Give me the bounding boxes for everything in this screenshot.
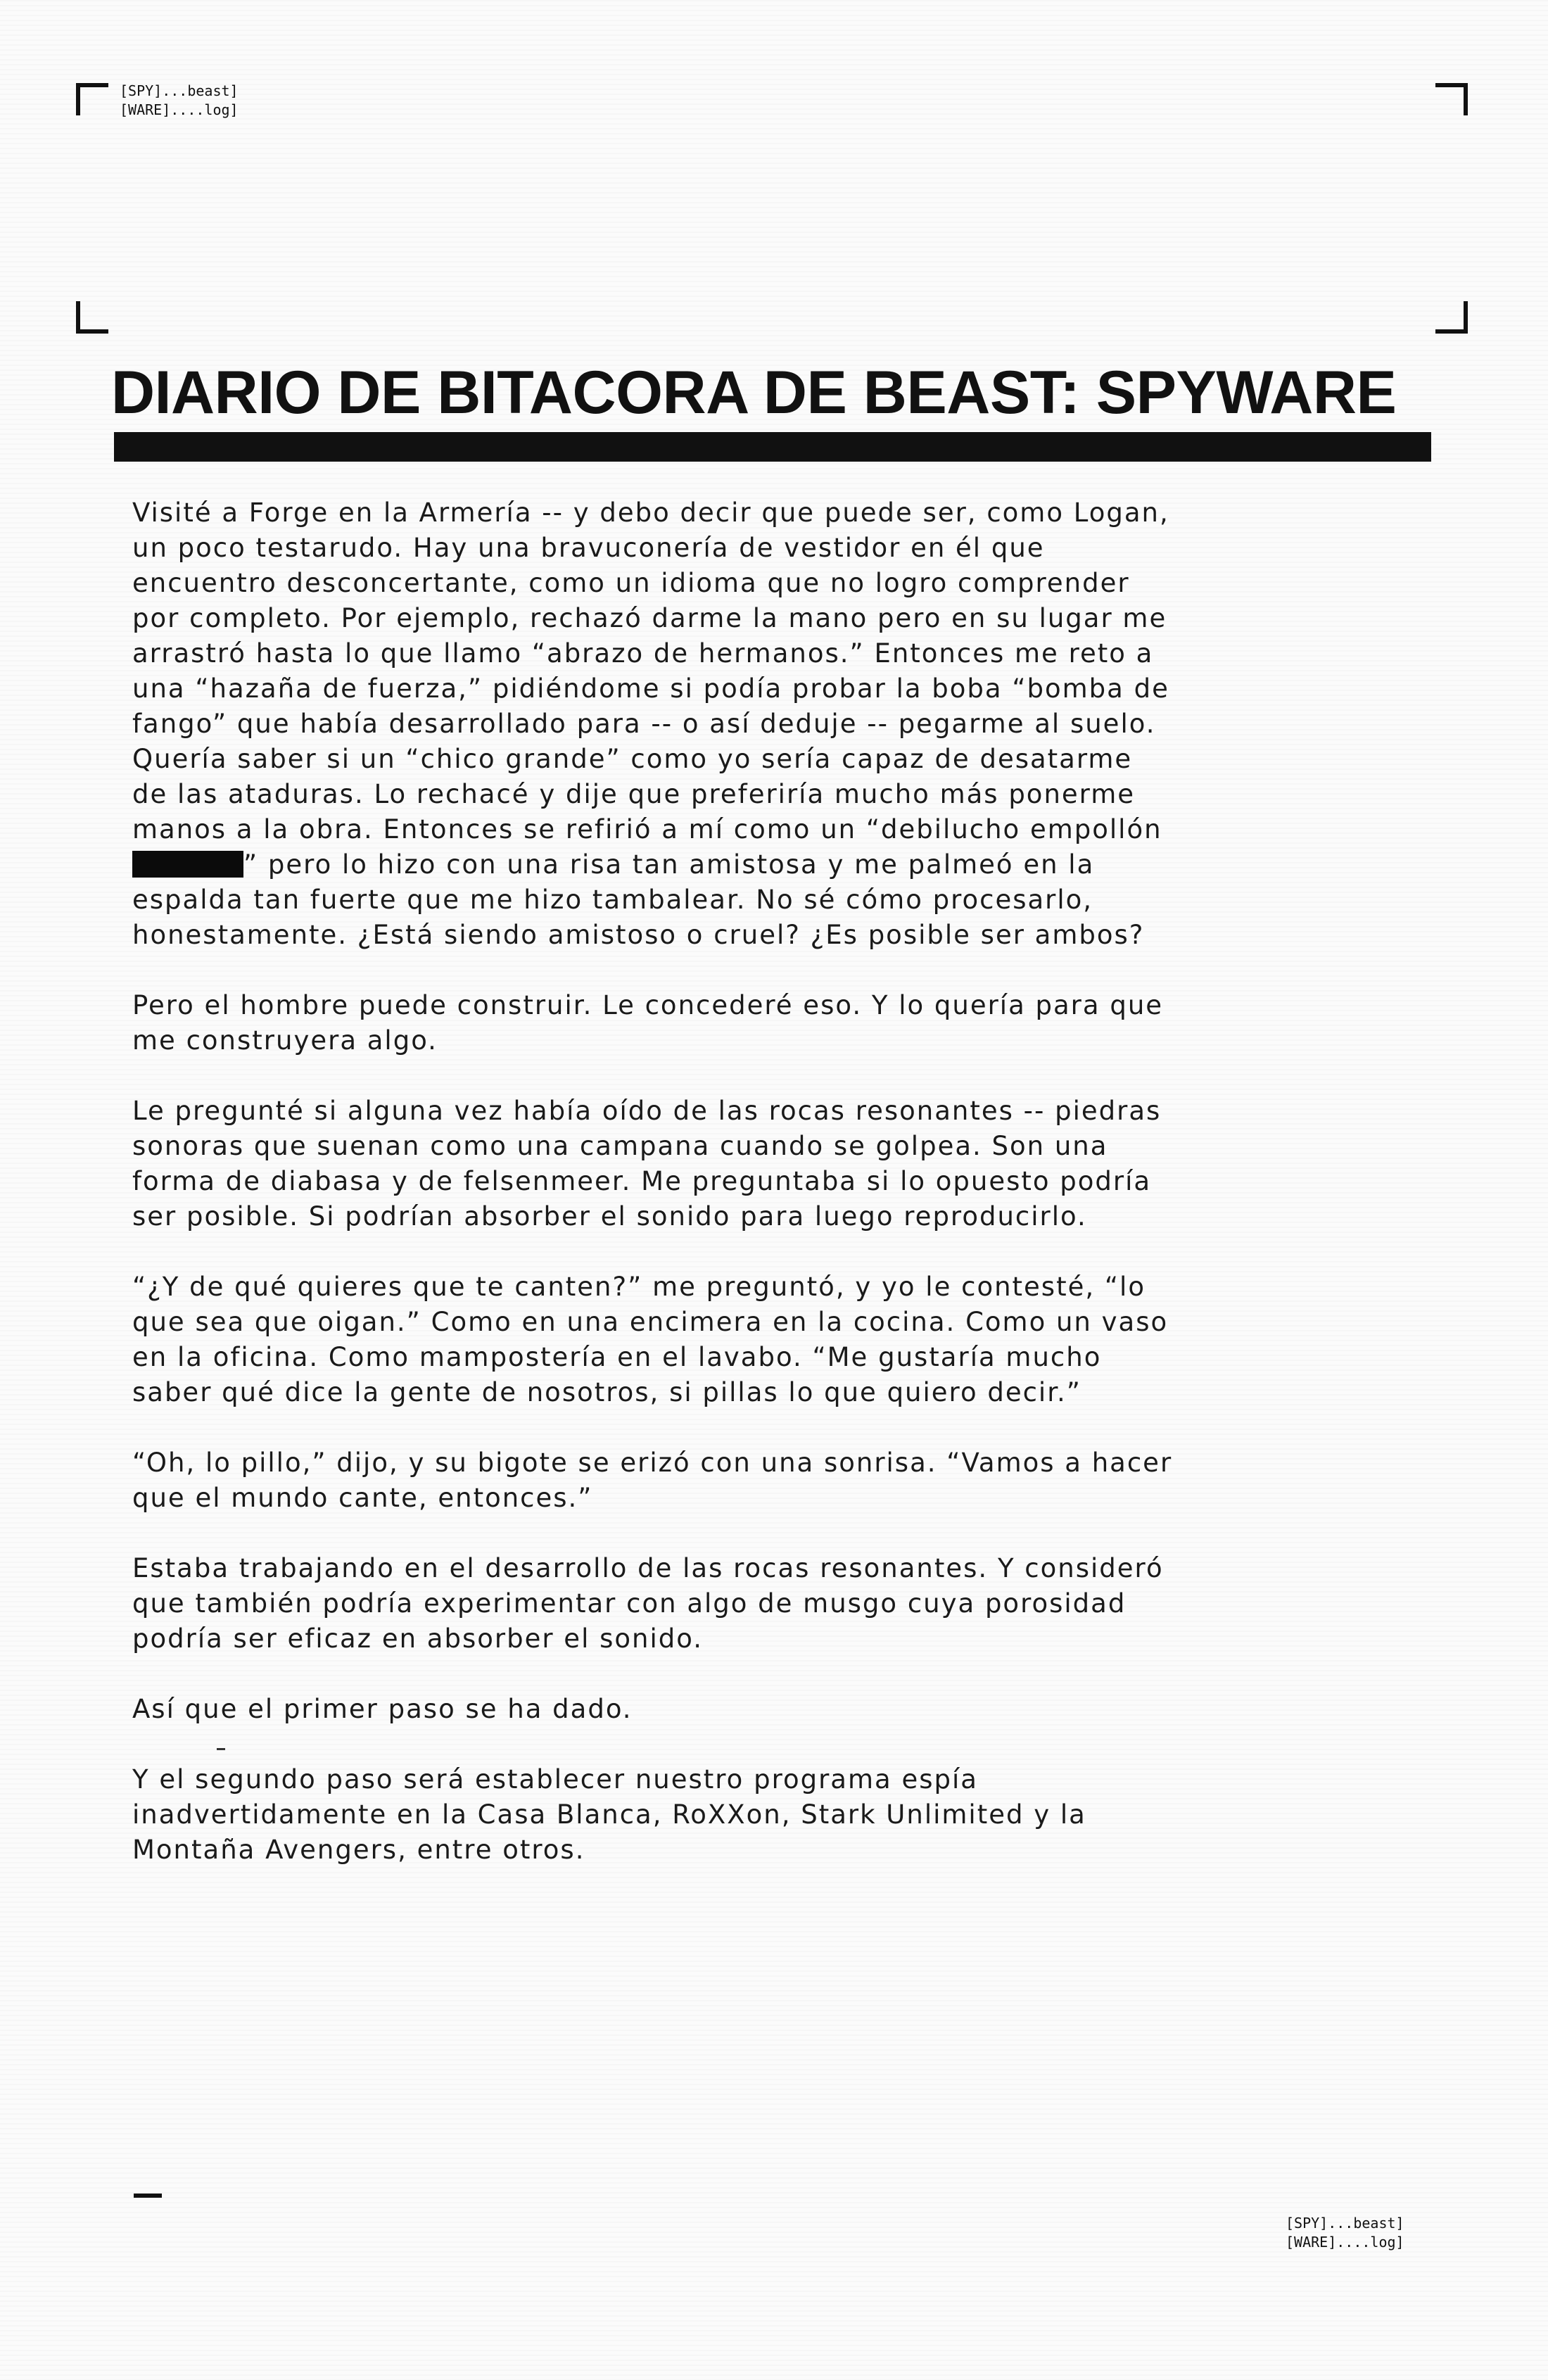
paragraph-2: Pero el hombre puede construir. Le concederé eso. Y lo quería para que me construyera algo.	[132, 990, 1164, 1056]
header-log-tag-line1: [SPY]...beast]	[120, 82, 239, 99]
redaction-block	[132, 851, 243, 878]
viewfinder-corner-top-right	[1435, 83, 1468, 115]
header-log-tag-line2: [WARE]....log]	[120, 101, 239, 118]
paragraph-7: Así que el primer paso se ha dado.	[132, 1694, 633, 1724]
footer-log-tag-line2: [WARE]....log]	[1286, 2234, 1404, 2251]
viewfinder-corner-bottom-left	[76, 301, 108, 334]
page-marker-dash	[134, 2194, 162, 2198]
footer-log-tag	[1286, 2214, 1404, 2252]
document-title: DIARIO DE BITACORA DE BEAST: SPYWARE	[111, 359, 1397, 426]
paragraph-4: “¿Y de qué quieres que te canten?” me preguntó, y yo le contesté, “lo que sea que oigan.” Como en una encimera en la cocina. Como un vaso en la oficina. Como mampostería en el lavabo. “Me gustaría mucho saber qué dice la gente de nosotros, si pillas lo que quiero decir.”	[132, 1272, 1169, 1407]
title-underline-bar	[114, 432, 1431, 462]
paragraph-5: “Oh, lo pillo,” dijo, y su bigote se erizó con una sonrisa. “Vamos a hacer que el mundo cante, entonces.”	[132, 1448, 1173, 1513]
paragraph-1-continued: ” pero lo hizo con una risa tan amistosa y me palmeó en la espalda tan fuerte que me hizo tambalear. No sé cómo procesarlo, honestamente. ¿Está siendo amistoso o cruel? ¿Es posible ser ambos?	[132, 849, 1145, 950]
paragraph-3: Le pregunté si alguna vez había oído de las rocas resonantes -- piedras sonoras que suenan como una campana cuando se golpea. Son una forma de diabasa y de felsenmeer. Me preguntaba si lo opuesto podría ser posible. Si podrían absorber el sonido para luego reproducirlo.	[132, 1096, 1162, 1232]
viewfinder-corner-top-left	[76, 83, 108, 115]
paragraph-1-text: Visité a Forge en la Armería -- y debo decir que puede ser, como Logan, un poco testarudo. Hay una bravuconería de vestidor en él que encuentro desconcertante, como un idioma que no logro comprender por completo. Por ejemplo, rechazó darme la mano pero en su lugar me arrastró hasta lo que llamo “abrazo de hermanos.” Entonces me reto a una “hazaña de fuerza,” pidiéndome si podía probar la boba “bomba de fango” que había desarrollado para -- o así deduje -- pegarme al suelo. Quería saber si un “chico grande” como yo sería capaz de desatarme de las ataduras. Lo rechacé y dije que preferiría mucho más ponerme manos a la obra. Entonces se refirió a mí como un “debilucho empollón	[132, 498, 1169, 844]
paragraph-8: Y el segundo paso será establecer nuestro programa espía inadvertidamente en la Casa Blanca, RoXXon, Stark Unlimited y la Montaña Avengers, entre otros.	[132, 1764, 1086, 1865]
viewfinder-corner-bottom-right	[1435, 301, 1468, 334]
document-body	[132, 495, 1174, 1903]
footer-log-tag-line1: [SPY]...beast]	[1286, 2215, 1404, 2232]
paragraph-1	[132, 495, 1174, 953]
paragraph-6: Estaba trabajando en el desarrollo de las rocas resonantes. Y consideró que también podría experimentar con algo de musgo cuya porosidad podría ser eficaz en absorber el sonido.	[132, 1553, 1164, 1654]
ink-speck	[217, 1748, 225, 1750]
header-log-tag	[120, 82, 239, 120]
